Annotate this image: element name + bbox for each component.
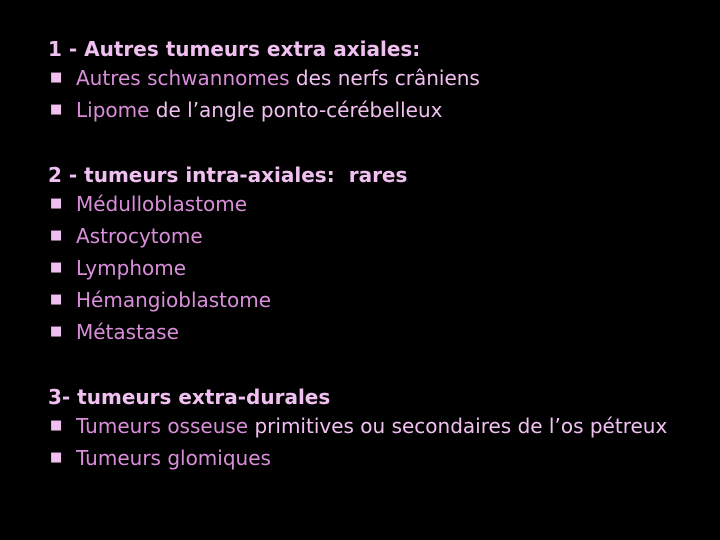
item-highlight: Astrocytome xyxy=(76,224,203,248)
item-highlight: Hémangioblastome xyxy=(76,288,272,312)
item-highlight: Autres schwannomes xyxy=(76,66,290,90)
section-heading xyxy=(48,162,688,188)
list-item xyxy=(48,316,688,348)
list-item xyxy=(48,62,688,94)
list-item xyxy=(48,188,688,220)
list-item xyxy=(48,252,688,284)
item-highlight: Métastase xyxy=(76,320,179,344)
item-text: des nerfs crâniens xyxy=(289,66,480,90)
square-bullet-icon: ■ xyxy=(50,228,63,243)
square-bullet-icon: ■ xyxy=(50,292,63,307)
list-item xyxy=(48,410,688,442)
section-1 xyxy=(48,36,688,126)
square-bullet-icon: ■ xyxy=(50,260,63,275)
list-item xyxy=(48,220,688,252)
item-text: de l’angle ponto-cérébelleux xyxy=(149,98,443,122)
item-highlight: Médulloblastome xyxy=(76,192,248,216)
item-text: primitives ou secondaires de l’os pétreux xyxy=(248,414,668,438)
section-heading: 3- tumeurs extra-durales xyxy=(48,385,331,409)
item-highlight: Lipome xyxy=(76,98,150,122)
section-2 xyxy=(48,162,688,348)
square-bullet-icon: ■ xyxy=(50,324,63,339)
square-bullet-icon: ■ xyxy=(50,418,63,433)
item-highlight: Tumeurs osseuse xyxy=(76,414,249,438)
section-heading: 1 - Autres tumeurs extra axiales: xyxy=(48,37,421,61)
section-heading-note: rares xyxy=(348,163,408,187)
bullet-list xyxy=(48,410,688,474)
list-item xyxy=(48,442,688,474)
bullet-list xyxy=(48,188,688,348)
square-bullet-icon: ■ xyxy=(50,70,63,85)
item-highlight: Tumeurs glomiques xyxy=(76,446,271,470)
bullet-list xyxy=(48,62,688,126)
square-bullet-icon: ■ xyxy=(50,196,63,211)
square-bullet-icon: ■ xyxy=(50,102,63,117)
item-highlight: Lymphome xyxy=(76,256,187,280)
square-bullet-icon: ■ xyxy=(50,450,63,465)
section-3 xyxy=(48,384,688,474)
section-heading-text: 2 - tumeurs intra-axiales: xyxy=(48,163,335,187)
list-item xyxy=(48,94,688,126)
list-item xyxy=(48,284,688,316)
